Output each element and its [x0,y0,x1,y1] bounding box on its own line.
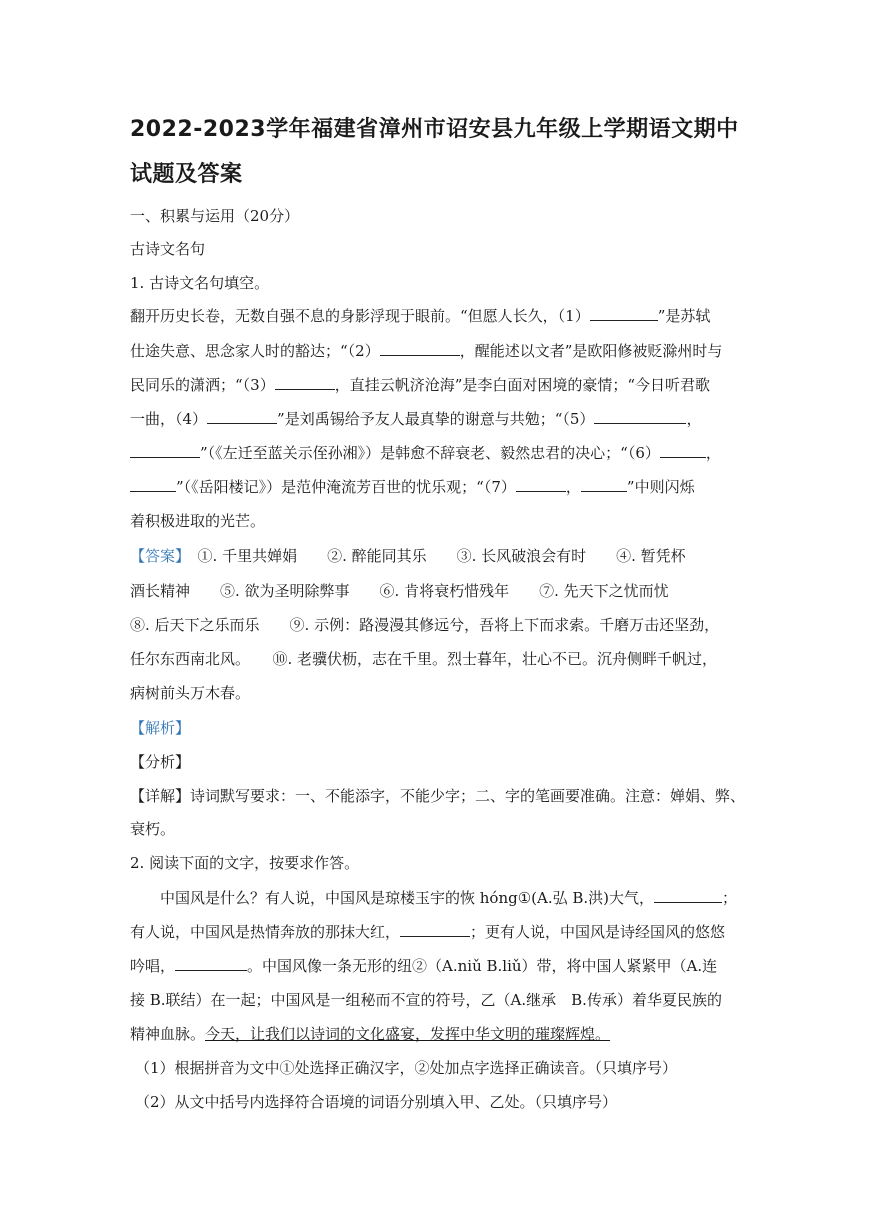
answer-line-2: 酒长精神 ⑤. 欲为圣明除弊事 ⑥. 肯将衰朽惜残年 ⑦. 先天下之忧而忧 [130,582,669,600]
answer-line-1: 【答案】 ①. 千里共婵娟 ②. 醉能同其乐 ③. 长风破浪会有时 ④. 暂凭杯 [130,547,686,565]
q1-line-1: 翻开历史长卷，无数自强不息的身影浮现于眼前。“但愿人长久，（1） ”是苏轼 [130,307,711,325]
blank-q2-2 [400,922,470,937]
q2-line-3: 吟唱， 。中国风像一条无形的纽②（A.niǔ B.liǔ）带，将中国人紧紧甲（A.连 [130,957,718,975]
blank-2 [380,341,460,356]
answer-line-3: ⑧. 后天下之乐而乐 ⑨. 示例：路漫漫其修远兮，吾将上下而求索。千磨万击还坚劲， [130,616,720,634]
document-title-line2: 试题及答案 [130,162,243,187]
detail-line-2: 衰朽。 [130,820,176,838]
answer-label: 【答案】 [130,547,183,565]
blank-6a [660,443,706,458]
blank-5b [130,443,200,458]
q2-line-1: 中国风是什么？有人说，中国风是琼楼玉宇的恢 hóng①(A.弘 B.洪)大气， ； [160,889,738,907]
blank-1 [590,306,658,321]
q2-line-2: 有人说，中国风是热情奔放的那抹大红， ；更有人说，中国风是诗经国风的悠悠 [130,923,726,941]
q1-line-3: 民同乐的潇洒；“（3） ，直挂云帆济沧海”是李白面对困境的豪情；“今日听君歌 [130,376,711,394]
answer-line-4: 任尔东西南北风。 ⑩. 老骥伏枥，志在千里。烈士暮年，壮心不已。沉舟侧畔千帆过， [130,650,718,668]
detail-line-1: 【详解】诗词默写要求：一、不能添字，不能少字；二、字的笔画要准确。注意：婵娟、弊、 [130,787,746,805]
answer-line-5: 病树前头万木春。 [130,684,251,702]
blank-q2-3 [175,956,247,971]
q1-line-7: 着积极进取的光芒。 [130,512,266,530]
document-title-line1: 2022-2023学年福建省漳州市诏安县九年级上学期语文期中 [130,117,739,142]
blank-7a [516,477,566,492]
q2-line-5: 精神血脉。今天，让我们以诗词的文化盛宴，发挥中华文明的璀璨辉煌。 [130,1025,611,1043]
q1-line-5: ”（《左迁至蓝关示侄孙湘》）是韩愈不辞衰老、毅然忠君的决心；“（6） ， [130,442,721,464]
question-1-prompt: 1. 古诗文名句填空。 [130,274,270,292]
blank-7b [581,477,627,492]
analysis-label: 【解析】 [130,719,191,737]
blank-6b [130,477,176,492]
q2-subquestion-1: （1）根据拼音为文中①处选择正确汉字，②处加点字选择正确读音。（只填序号） [135,1059,678,1077]
section-heading: 一、积累与运用（20分） [130,207,300,225]
q2-subquestion-2: （2）从文中括号内选择符合语境的词语分别填入甲、乙处。（只填序号） [135,1093,618,1111]
q2-line-4: 接 B.联结）在一起；中国风是一组秘而不宣的符号，乙（A.继承 B.传承）着华夏民族的 [130,991,722,1009]
question-2-prompt: 2. 阅读下面的文字，按要求作答。 [130,854,360,872]
blank-q2-1 [654,888,722,903]
q1-line-2: 仕途失意、思念家人时的豁达；“（2） ，醒能述以文者”是欧阳修被贬滁州时与 [130,342,723,360]
q1-line-4: 一曲，（4） ”是刘禹锡给予友人最真挚的谢意与共勉；“（5） ， [130,410,702,428]
q1-line-6: ”（《岳阳楼记》）是范仲淹流芳百世的忧乐观；“（7） ， ”中则闪烁 [130,476,695,498]
blank-3 [275,375,335,390]
section-subheading: 古诗文名句 [130,240,206,258]
blank-4 [207,409,277,424]
underlined-sentence: 今天，让我们以诗词的文化盛宴，发挥中华文明的璀璨辉煌。 [205,1025,611,1043]
fenxi-label: 【分析】 [130,753,191,771]
blank-5a [594,409,686,424]
